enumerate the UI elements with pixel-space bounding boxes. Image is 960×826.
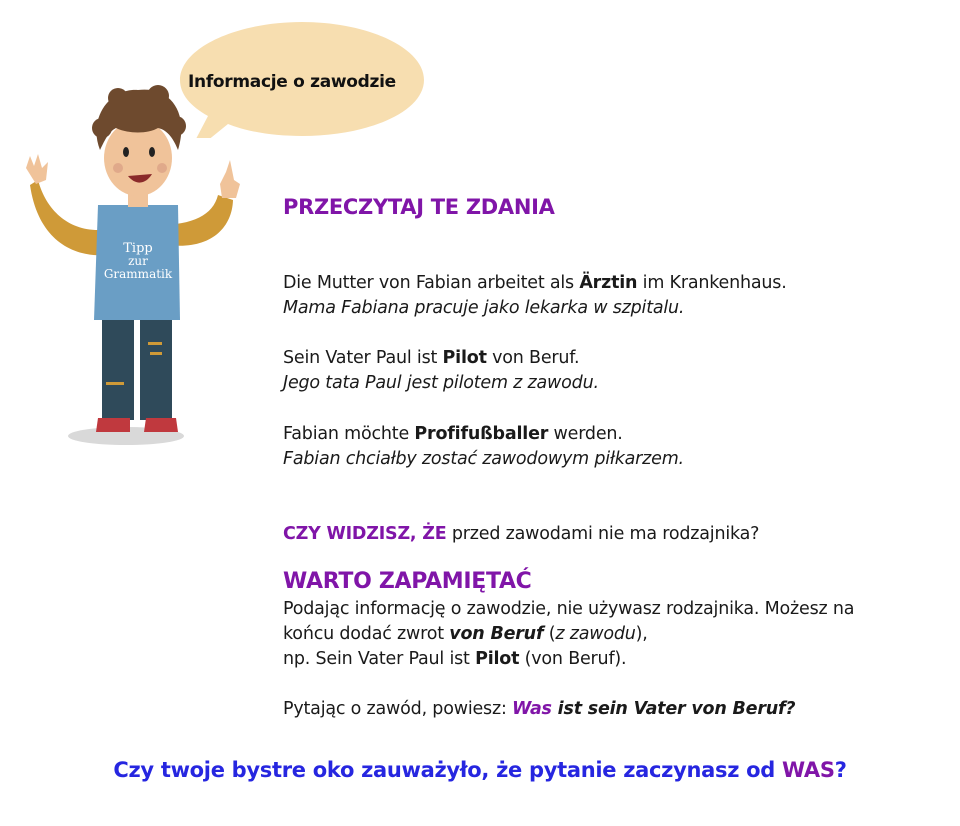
sentence-1-german: Die Mutter von Fabian arbeitet als Ärztin im Krankenhaus. (283, 273, 787, 293)
sentence-2-polish: Jego tata Paul jest pilotem z zawodu. (283, 373, 599, 393)
remember-line-1: Podając informację o zawodzie, nie używasz rodzajnika. Możesz na (283, 599, 855, 619)
bottom-question: Czy twoje bystre oko zauważyło, że pytanie zaczynasz od WAS? (113, 758, 847, 782)
question-line: CZY WIDZISZ, ŻE przed zawodami nie ma rodzajnika? (283, 524, 760, 544)
speech-bubble-text: Informacje o zawodzie (188, 72, 396, 92)
sentence-2-german: Sein Vater Paul ist Pilot von Beruf. (283, 348, 580, 368)
sentence-1-polish: Mama Fabiana pracuje jako lekarka w szpitalu. (283, 298, 685, 318)
sentence-3-polish: Fabian chciałby zostać zawodowym piłkarzem. (283, 449, 684, 469)
boy-character-illustration (18, 80, 258, 450)
section-heading-read: PRZECZYTAJ TE ZDANIA (283, 195, 555, 219)
shirt-text-line1: Tipp (123, 241, 153, 256)
remember-line-3: np. Sein Vater Paul ist Pilot (von Beruf). (283, 649, 627, 669)
sentence-3-german: Fabian möchte Profifußballer werden. (283, 424, 623, 444)
shirt-text-line3: Grammatik (103, 267, 173, 281)
remember-ask-line: Pytając o zawód, powiesz: Was ist sein Vater von Beruf? (283, 699, 796, 719)
remember-line-2: końcu dodać zwrot von Beruf (z zawodu), (283, 624, 648, 644)
shirt-text-line2: zur (128, 254, 148, 268)
section-heading-remember: WARTO ZAPAMIĘTAĆ (283, 569, 532, 594)
